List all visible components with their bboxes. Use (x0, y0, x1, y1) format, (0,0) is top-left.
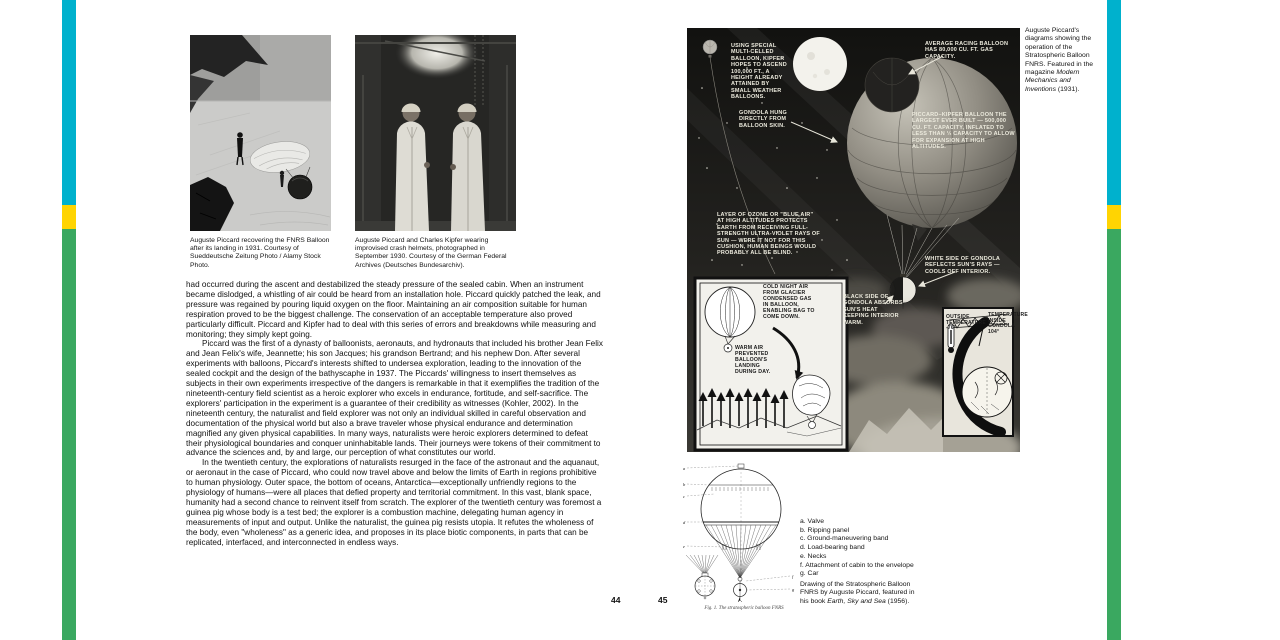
body-text-column (186, 280, 603, 547)
diagram-caption-year: (1931). (1055, 85, 1080, 93)
page-number-right: 45 (658, 595, 668, 605)
svg-text:c: c (683, 494, 685, 499)
left-bar-green-segment (62, 229, 76, 640)
body-paragraph-2: Piccard was the first of a dynasty of balloonists, aeronauts, and hydronauts that included his brother Jean Felix and Jean Felix's wife, Jeannette; his son Jacques; his grandson Bertrand; and his nephew Don. After several experiments with balloons, Piccard's interests shifted to undersea exploration, leading to the innovation of the sealed cockpit and the design of the bathyscaphe in 1937. The Piccards' willingness to insert themselves as subjects in their own experiments irrespective of the dangers is remarkable in that it exemplifies the tradition of the nineteenth-century field scientist as a heroic explorer who excels in endurance, fortitude, and self-sacrifice. The explorers' participation in the experiment is a guarantee of their credibility as witnesses (Kohler, 2002). In the nineteenth century, the naturalist and field explorer was not only an individual skilled in careful observation and documentation of the physical world but also a brave traveler whose physical endurance and determination magnified any given physical capabilities. In many ways, naturalists were heroic explorers determined to defeat their physiological boundaries and conquer uninhabitable lands. Their journeys were tokens of their commitment to advance the sciences and, by and large, our perception of what constitutes our world. (186, 339, 603, 458)
photo-piccard-kipfer-image (355, 35, 516, 231)
svg-text:a: a (683, 466, 686, 471)
drawing-caption-book-title: Earth, Sky and Sea (827, 597, 886, 605)
photo-piccard-kipfer (355, 35, 516, 231)
fnrs-technical-drawing (680, 460, 812, 615)
legend-item-attachment: f. Attachment of cabin to the envelope (800, 561, 914, 569)
photo-caption-balloon-recovery: Auguste Piccard recovering the FNRS Balloon after its landing in 1931. Courtesy of Sueddeutsche Zeitung Photo / Alamy Stock Photo. (190, 237, 330, 269)
legend-item-ground-maneuvering-band: c. Ground-maneuvering band (800, 535, 889, 543)
svg-text:g: g (792, 587, 795, 592)
stratosphere-balloon-diagram (687, 28, 1028, 452)
diagram-caption-magazine-title: Modern Mechanics and Inventions (1025, 69, 1080, 93)
svg-text:b: b (683, 482, 686, 487)
photo-balloon-recovery (190, 35, 331, 231)
annotation-black-side-gondola: BLACK SIDE OF GONDOLA ABSORBS SUN'S HEAT KEEPING INTERIOR WARM. (843, 294, 903, 326)
left-color-bar (62, 0, 76, 640)
annotation-white-side-gondola: WHITE SIDE OF GONDOLA REFLECTS SUN'S RAYS — COOLS OFF INTERIOR. (925, 256, 1000, 275)
left-bar-yellow-segment (62, 205, 76, 229)
diagram-caption-text: Auguste Piccard's diagrams showing the operation of the Stratospheric Balloon FNRS. Featured in the magazine (1025, 27, 1093, 77)
annotation-racing-balloon: AVERAGE RACING BALLOON HAS 80,000 CU. FT. GAS CAPACITY. (925, 41, 1009, 60)
right-bar-green-segment (1107, 229, 1121, 640)
photo-balloon-recovery-image (190, 35, 331, 231)
annotation-gondola-hung: GONDOLA HUNG DIRECTLY FROM BALLOON SKIN. (739, 110, 788, 129)
annotation-outside-temperature: OUTSIDE TEMPERATURE -76° (946, 314, 986, 332)
right-bar-yellow-segment (1107, 205, 1121, 229)
svg-text:f: f (792, 574, 794, 579)
drawing-caption-text: Drawing of the Stratospheric Balloon FNRS by Auguste Piccard, featured in his book (800, 581, 915, 605)
legend-item-ripping-panel: b. Ripping panel (800, 526, 850, 534)
diagram-caption (1025, 27, 1099, 94)
annotation-cold-night-air: COLD NIGHT AIR FROM GLACIER CONDENSED GAS IN BALLOON, ENABLING BAG TO COME DOWN. (763, 284, 815, 320)
page-number-left: 44 (611, 595, 621, 605)
svg-text:d: d (683, 520, 686, 525)
legend-item-car: g. Car (800, 570, 819, 578)
annotation-warm-air: WARM AIR PREVENTED BALLOON'S LANDING DURING DAY. (735, 345, 771, 375)
annotation-piccard-kipfer-balloon: PICCARD–KIPFER BALLOON THE LARGEST EVER BUILT — 500,000 CU. FT. CAPACITY, INFLATED TO LESS THAN ⅓ CAPACITY TO ALLOW FOR EXPANSION AT HIGH ALTITUDES. (912, 112, 1015, 151)
drawing-caption (800, 581, 922, 606)
legend-item-valve: a. Valve (800, 518, 825, 525)
right-bar-cyan-segment (1107, 0, 1121, 205)
body-paragraph-1: had occurred during the ascent and destabilized the steady pressure of the sealed cabin. When an instrument became dislodged, a whistling of air could be heard from an installation hole. Piccard quickly patched the leak, and pressure was regained by pouring liquid oxygen on the floor. Maintaining an air composition suitable for human respiration proved to be the biggest challenge. The conservation of an acceptable temperature also proved particularly difficult. Piccard and Kipfer had to deal with this series of errors and breakdowns while measuring and monitoring; they simply kept going. (186, 280, 601, 339)
body-paragraph-3: In the twentieth century, the explorations of naturalists resurged in the face of the astronaut and the aquanaut, or aeronaut in the case of Piccard, who could now travel above and below the limits of Earth in regions prohibitive to human physiology. Outer space, the bottom of oceans, Antarctica—exceptionally unfriendly regions to the physiology of humans—were all places that defied property and territorial commitment. In this vast, blank space, humanity had a second chance to reinvent itself from scratch. The explorer of the twentieth century was foremost a guinea pig whose body is a test bed; the explorer is a combustion machine, delegating human agency in measurements of input and output. Unlike the naturalist, the guinea pig resists utopia. It refutes the wholeness of the body, even "wholeness" as a generic idea, and proposes in its place biotic components, in parts that can be replicated, interfaced, and interconnected in endless ways. (186, 458, 602, 547)
drawing-caption-year: (1956). (885, 597, 910, 605)
moon (793, 37, 847, 91)
left-bar-cyan-segment (62, 0, 76, 205)
photo-caption-piccard-kipfer: Auguste Piccard and Charles Kipfer wearing improvised crash helmets, photographed in September 1930. Courtesy of the German Federal Archives (Deutsches Bundesarchiv). (355, 237, 507, 269)
annotation-inside-temperature: TEMPERATURE INSIDE GONDOLA 104° (988, 312, 1028, 335)
figure-caption: Fig. 1. The stratospheric balloon FNRS (704, 606, 784, 611)
annotation-ozone-layer: LAYER OF OZONE OR "BLUE AIR" AT HIGH ALTITUDES PROTECTS EARTH FROM RECEIVING FULL-STRENGTH ULTRA-VIOLET RAYS OF SUN — WERE IT NOT FOR THIS CUSHION, HUMAN BEINGS WOULD PROBABLY ALL BE BLIND. (717, 212, 820, 257)
annotation-weather-balloons: USING SPECIAL MULTI-CELLED BALLOON, KIPFER HOPES TO ASCEND 100,000 FT., A HEIGHT ALREADY ATTAINED BY SMALL WEATHER BALLOONS. (731, 43, 787, 101)
svg-text:e: e (683, 544, 685, 549)
legend-item-load-bearing-band: d. Load-bearing band (800, 544, 865, 552)
drawing-legend (800, 518, 930, 579)
right-color-bar (1107, 0, 1121, 640)
fnrs-drawing-image (680, 460, 812, 615)
legend-item-necks: e. Necks (800, 552, 827, 560)
